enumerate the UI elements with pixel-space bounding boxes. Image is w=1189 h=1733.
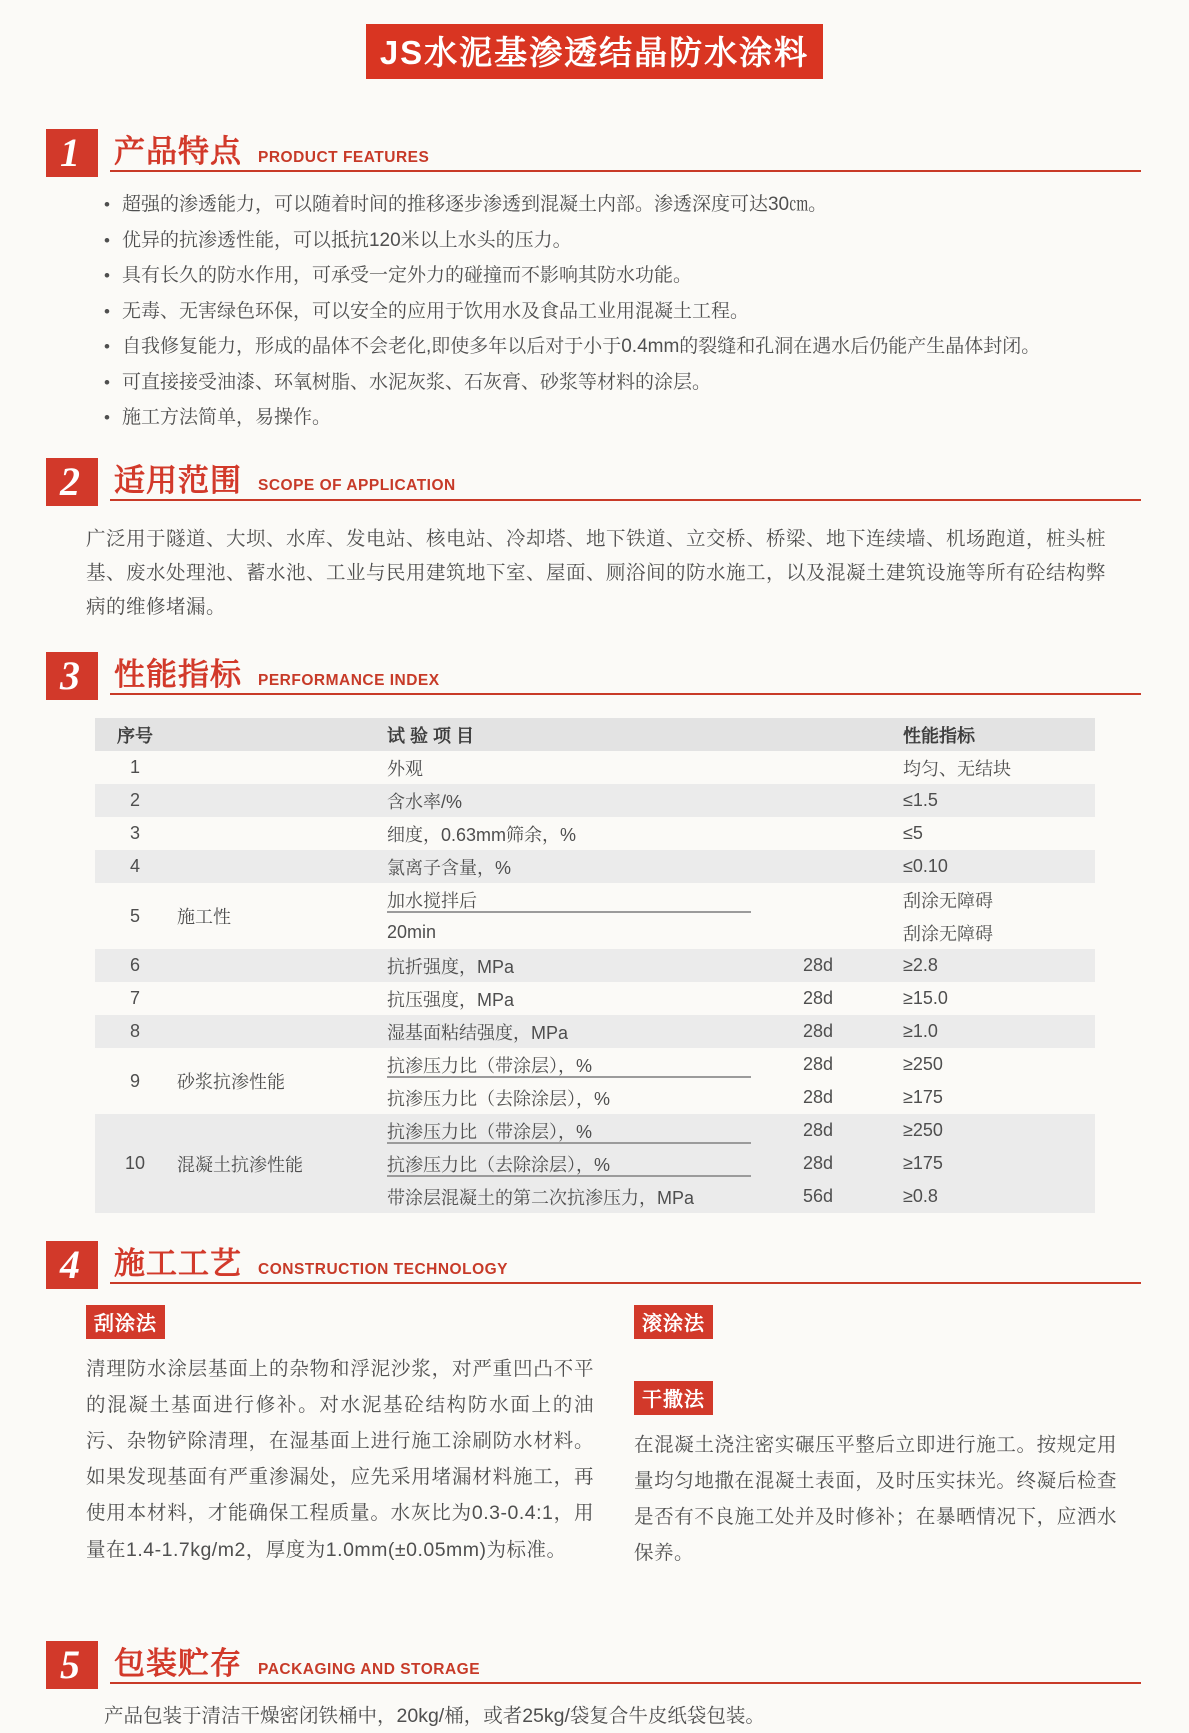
table-cell-subrows: [387, 1048, 1095, 1114]
table-subrow: [387, 1015, 1095, 1048]
section-number-badge: 3: [46, 652, 98, 700]
table-cell-index: ≥250: [903, 1120, 943, 1141]
table-cell-item: 含水率/%: [387, 791, 463, 812]
method-block-roll: [634, 1305, 1117, 1339]
feature-text: 优异的抗渗透性能，可以抵抗120米以上水头的压力。: [121, 229, 572, 251]
table-cell-category: 混凝土抗渗性能: [177, 1154, 303, 1175]
bullet-dot-icon: •: [104, 408, 110, 428]
table-header-category: [175, 718, 387, 751]
table-cell-item: 带涂层混凝土的第二次抗渗压力，MPa: [387, 1187, 695, 1208]
bullet-dot-icon: •: [104, 266, 110, 286]
section-title-zh: 包装贮存: [114, 1646, 242, 1682]
section-header-performance: [46, 642, 1143, 700]
section-title-en: SCOPE OF APPLICATION: [258, 477, 456, 495]
table-cell-index: 刮涂无障碍: [903, 890, 993, 911]
table-cell-index: ≥2.8: [903, 955, 938, 976]
table-cell-category: [175, 1015, 387, 1048]
table-cell-index: ≥1.0: [903, 1021, 938, 1042]
table-row: [95, 850, 1095, 883]
table-cell-subrows: [387, 949, 1095, 982]
table-cell-item: 抗渗压力比（带涂层），%: [387, 1052, 803, 1078]
table-cell-age: 28d: [803, 1054, 834, 1075]
feature-bullet: [104, 298, 1129, 326]
section-number-badge: 4: [46, 1241, 98, 1289]
section-title-en: PACKAGING AND STORAGE: [258, 1660, 481, 1678]
table-cell-age: 28d: [803, 1087, 834, 1108]
section-title-zh: 适用范围: [114, 462, 242, 498]
table-row: [95, 817, 1095, 850]
table-row: [95, 982, 1095, 1015]
method-badge-scrape: 刮涂法: [86, 1305, 165, 1339]
table-subrow: [387, 1114, 1095, 1147]
table-cell-subrows: [387, 850, 1095, 883]
document-header: [0, 0, 1189, 79]
table-subrow: [387, 916, 1095, 949]
table-cell-index: ≥0.8: [903, 1186, 938, 1207]
bullet-dot-icon: •: [104, 230, 110, 250]
table-cell-subrows: [387, 784, 1095, 817]
page-title: JS水泥基渗透结晶防水涂料: [366, 24, 823, 79]
table-cell-age: 28d: [803, 988, 834, 1009]
scope-paragraph: 广泛用于隧道、大坝、水库、发电站、核电站、冷却塔、地下铁道、立交桥、桥梁、地下连续墙、机场跑道，桩头桩基、废水处理池、蓄水池、工业与民用建筑地下室、屋面、厕浴间的防水施工，以及混凝土建筑设施等所有砼结构弊病的维修堵漏。: [86, 527, 1107, 619]
table-cell-subrows: [387, 982, 1095, 1015]
table-cell-item: 细度，0.63mm筛余，%: [387, 824, 577, 845]
table-subrow: [387, 1147, 1095, 1180]
table-cell-category: [175, 982, 387, 1015]
table-subrow: [387, 850, 1095, 883]
bullet-dot-icon: •: [104, 301, 110, 321]
table-row: [95, 949, 1095, 982]
table-cell-item: 氯离子含量，%: [387, 857, 512, 878]
construction-columns: [86, 1305, 1117, 1613]
table-subrow: [387, 883, 1095, 916]
table-header-item: 试 验 项 目: [387, 725, 475, 746]
feature-text: 具有长久的防水作用，可承受一定外力的碰撞而不影响其防水功能。: [121, 265, 692, 287]
section-underline: [110, 170, 1141, 172]
feature-bullet: [104, 404, 1129, 432]
table-cell-no: 2: [129, 790, 140, 811]
table-cell-age: 28d: [803, 1021, 834, 1042]
table-cell-index: ≤1.5: [903, 790, 938, 811]
table-cell-category: [175, 817, 387, 850]
table-cell-item: 加水搅拌后: [387, 887, 803, 913]
table-header-row: [95, 718, 1095, 751]
feature-bullet: [104, 262, 1129, 290]
table-header-no: 序号: [117, 725, 153, 746]
section-number-badge: 1: [46, 129, 98, 177]
table-row: [95, 1048, 1095, 1114]
feature-bullet: [104, 227, 1129, 255]
section-underline: [110, 1682, 1141, 1684]
table-cell-no: 7: [129, 988, 140, 1009]
feature-text: 可直接接受油漆、环氧树脂、水泥灰浆、石灰膏、砂浆等材料的涂层。: [121, 371, 711, 393]
section-header-features: [46, 119, 1143, 177]
table-cell-no: 1: [129, 757, 140, 778]
table-cell-item: 抗折强度，MPa: [387, 956, 515, 977]
table-cell-index: 均匀、无结块: [903, 758, 1011, 779]
method-text: 在混凝土浇注密实碾压平整后立即进行施工。按规定用量均匀地撒在混凝土表面，及时压实抹光。终凝后检查是否有不良施工处并及时修补；在暴晒情况下，应洒水保养。: [634, 1434, 1117, 1565]
table-cell-subrows: [387, 1015, 1095, 1048]
table-header-index: 性能指标: [903, 725, 975, 746]
table-row: [95, 784, 1095, 817]
table-cell-no: 3: [129, 823, 140, 844]
table-cell-no: 8: [129, 1021, 140, 1042]
table-cell-subrows: [387, 817, 1095, 850]
table-cell-item: 外观: [387, 758, 423, 779]
table-subrow: [387, 1180, 1095, 1213]
table-row: [95, 883, 1095, 949]
section-underline: [110, 1282, 1141, 1284]
table-cell-index: 刮涂无障碍: [903, 923, 993, 944]
section-number-badge: 2: [46, 458, 98, 506]
feature-text: 施工方法简单，易操作。: [121, 407, 331, 429]
performance-table: [95, 718, 1095, 1213]
section-underline: [110, 499, 1141, 501]
bullet-dot-icon: •: [104, 337, 110, 357]
section-title-en: PERFORMANCE INDEX: [258, 671, 440, 689]
table-subrow: [387, 1081, 1095, 1114]
table-cell-category: [175, 949, 387, 982]
table-cell-category: [175, 850, 387, 883]
table-row: [95, 1015, 1095, 1048]
table-cell-subrows: [387, 1114, 1095, 1213]
section-title-en: PRODUCT FEATURES: [258, 148, 430, 166]
feature-text: 超强的渗透能力，可以随着时间的推移逐步渗透到混凝土内部。渗透深度可达30㎝。: [121, 194, 828, 215]
table-row: [95, 751, 1095, 784]
method-block-dry-scatter: [634, 1381, 1117, 1571]
table-cell-subrows: [387, 883, 1095, 949]
bullet-dot-icon: •: [104, 372, 110, 392]
method-badge: 干撒法: [634, 1381, 713, 1415]
section-header-packaging: [46, 1631, 1143, 1689]
table-cell-subrows: [387, 751, 1095, 784]
table-cell-category: 施工性: [177, 907, 231, 928]
feature-list: [104, 191, 1129, 432]
table-cell-no: 10: [124, 1153, 146, 1174]
table-cell-age: 28d: [803, 1120, 834, 1141]
table-cell-age: 56d: [803, 1186, 834, 1207]
table-cell-index: ≥250: [903, 1054, 943, 1075]
table-subrow: [387, 949, 1095, 982]
table-cell-no: 4: [129, 856, 140, 877]
table-cell-item: 抗渗压力比（去除涂层），%: [387, 1151, 803, 1177]
table-cell-no: 6: [129, 955, 140, 976]
table-cell-item: 湿基面粘结强度，MPa: [387, 1022, 569, 1043]
table-cell-item: 抗渗压力比（带涂层），%: [387, 1118, 803, 1144]
bullet-dot-icon: •: [104, 195, 110, 214]
table-cell-item: 抗渗压力比（去除涂层），%: [387, 1088, 611, 1109]
method-right-column: [634, 1305, 1117, 1613]
table-subrow: [387, 817, 1095, 850]
table-cell-no: 5: [129, 905, 140, 926]
table-cell-index: ≥175: [903, 1087, 943, 1108]
section-underline: [110, 693, 1141, 695]
table-cell-category: 砂浆抗渗性能: [177, 1072, 285, 1093]
section-number-badge: 5: [46, 1641, 98, 1689]
feature-bullet: [104, 191, 1129, 219]
method-scrape-column: [86, 1305, 594, 1613]
method-badge: 滚涂法: [634, 1305, 713, 1339]
feature-text: 自我修复能力，形成的晶体不会老化,即使多年以后对于小于0.4mm的裂缝和孔洞在遇水后仍能产生晶体封闭。: [121, 336, 1041, 358]
performance-table-body: [95, 751, 1095, 1213]
packaging-paragraph: 产品包装于清洁干燥密闭铁桶中，20kg/桶，或者25kg/袋复合牛皮纸袋包装。: [104, 1705, 765, 1728]
table-subrow: [387, 1048, 1095, 1081]
table-subrow: [387, 784, 1095, 817]
table-cell-age: 28d: [803, 955, 834, 976]
table-cell-index: ≤0.10: [903, 856, 948, 877]
table-cell-item: 抗压强度，MPa: [387, 989, 515, 1010]
table-cell-age: 28d: [803, 1153, 834, 1174]
section-title-zh: 性能指标: [114, 657, 242, 693]
section-title-zh: 产品特点: [114, 134, 242, 169]
table-cell-index: ≥15.0: [903, 988, 948, 1009]
table-row: [95, 1114, 1095, 1213]
section-header-scope: [46, 448, 1143, 506]
section-title-zh: 施工工艺: [114, 1246, 242, 1282]
table-cell-item: 20min: [387, 922, 437, 943]
feature-text: 无毒、无害绿色环保，可以安全的应用于饮用水及食品工业用混凝土工程。: [121, 300, 749, 322]
table-cell-index: ≥175: [903, 1153, 943, 1174]
feature-bullet: [104, 369, 1129, 397]
section-header-construction: [46, 1231, 1143, 1289]
method-text-scrape: 清理防水涂层基面上的杂物和浮泥沙浆，对严重凹凸不平的混凝土基面进行修补。对水泥基砼结构防水面上的油污、杂物铲除清理，在湿基面上进行施工涂刷防水材料。如果发现基面有严重渗漏处，应先采用堵漏材料施工，再使用本材料，才能确保工程质量。水灰比为0.3-0.4:1，用量在1.4-1.7kg/m2，厚度为1.0mm(±0.05mm)为标准。: [86, 1358, 594, 1561]
table-cell-category: [175, 751, 387, 784]
table-cell-category: [175, 784, 387, 817]
table-subrow: [387, 982, 1095, 1015]
table-cell-index: ≤5: [903, 823, 923, 844]
table-subrow: [387, 751, 1095, 784]
section-title-en: CONSTRUCTION TECHNOLOGY: [258, 1260, 509, 1278]
feature-bullet: [104, 333, 1129, 361]
table-cell-no: 9: [129, 1070, 140, 1091]
